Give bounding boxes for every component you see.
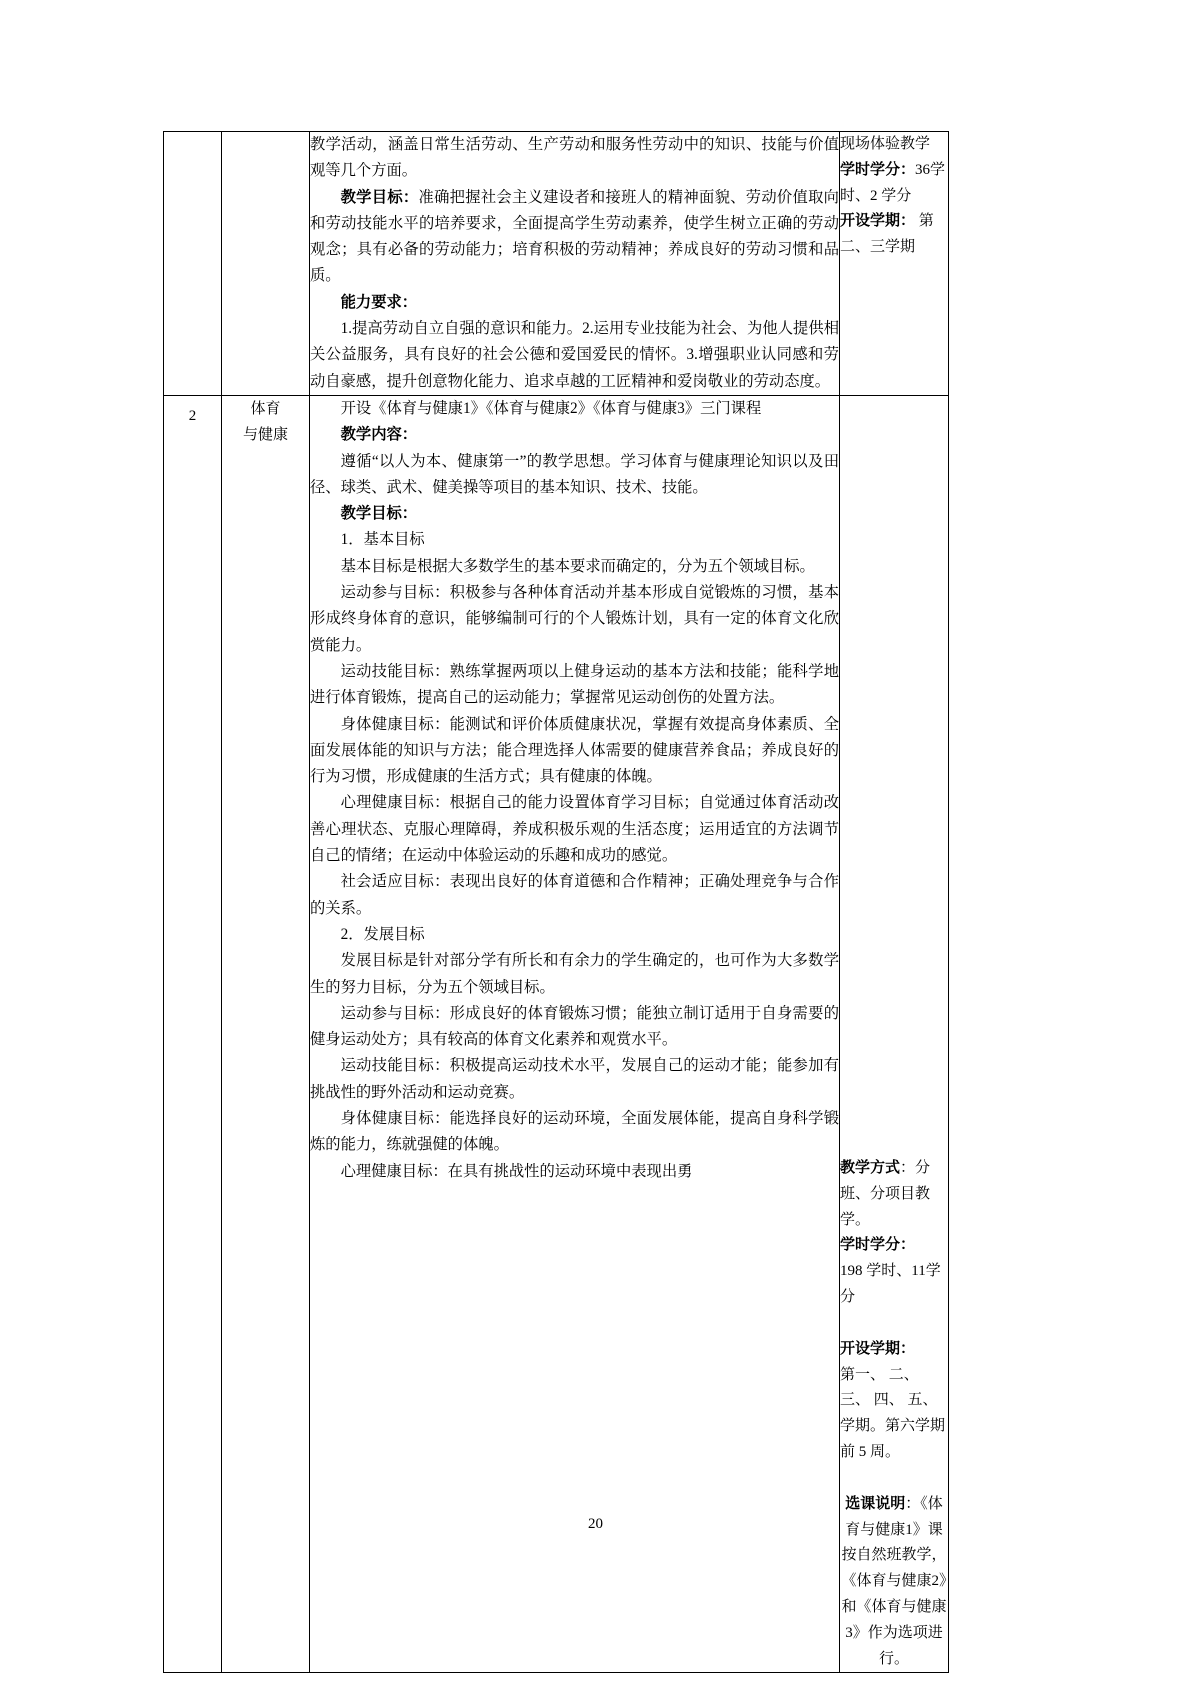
row-name-cell: [222, 395, 310, 1672]
body-paragraph: [310, 422, 839, 448]
side-label-term: 开设学期：: [840, 213, 916, 230]
side-text-mode: 现场体验教学: [840, 136, 931, 152]
side-credits: [840, 1233, 948, 1259]
row-index-cell: [164, 395, 222, 1672]
side-term-value: 第一、 二、 三、 四、 五、学期。第六学期前 5 周。: [840, 1366, 946, 1460]
row-body-cell: [310, 132, 840, 396]
table-row: [164, 132, 949, 396]
side-term: [840, 1337, 948, 1363]
body-paragraph: 身体健康目标：能选择良好的运动环境，全面发展体能，提高自身科学锻炼的能力，练就强健的体魄。: [310, 1109, 839, 1154]
side-label-teaching-mode: 教学方式: [840, 1159, 901, 1176]
row-index-value: 2: [188, 407, 197, 424]
side-teaching-mode: [840, 1156, 948, 1233]
side-credits-value: 198 学时、11学分: [840, 1263, 941, 1305]
body-label-ability-requirement: 能力要求：: [340, 293, 418, 311]
body-paragraph: 发展目标是针对部分学有所长和有余力的学生确定的，也可作为大多数学生的努力目标，分为五个领域目标。: [310, 952, 839, 996]
body-paragraph: 遵循“以人为本、健康第一”的教学思想。学习体育与健康理论知识以及田径、球类、武术、健美操等项目的基本知识、技术、技能。: [310, 452, 839, 496]
body-label-teaching-goal: 教学目标：: [340, 505, 418, 523]
curriculum-table: [163, 131, 949, 1673]
side-gap: [840, 1311, 948, 1337]
side-label-credits: 学时学分：: [840, 1237, 916, 1254]
body-label-teaching-goal: 教学目标：: [340, 188, 419, 206]
body-paragraph: 运动技能目标：积极提高运动技术水平，发展自己的运动才能；能参加有挑战性的野外活动和运动竞赛。: [310, 1057, 839, 1101]
body-paragraph: 基本目标是根据大多数学生的基本要求而确定的，分为五个领域目标。: [340, 557, 815, 575]
page-number: 20: [588, 1516, 603, 1532]
body-paragraph: 身体健康目标：能测试和评价体质健康状况，掌握有效提高身体素质、全面发展体能的知识与方法；能合理选择人体需要的健康营养食品；养成良好的行为习惯，形成健康的生活方式；具有健康的体魄。: [310, 715, 839, 786]
body-paragraph: 运动技能目标：熟练掌握两项以上健身运动的基本方法和技能；能科学地进行体育锻炼，提高自己的运动能力；掌握常见运动创伤的处置方法。: [310, 662, 839, 707]
side-term: [840, 209, 948, 261]
side-credits: [840, 158, 948, 210]
body-paragraph: 心理健康目标：根据自己的能力设置体育学习目标；自觉通过体育活动改善心理状态、克服心理障碍，养成积极乐观的生活态度；运用适宜的方法调节自己的情绪；在运动中体验运动的乐趣和成功的感觉。: [310, 794, 839, 865]
side-label-course-note: 选课说明: [845, 1495, 906, 1512]
body-paragraph: [310, 185, 839, 290]
side-term-value: 第二、三学期: [840, 213, 934, 256]
row-side-cell: [840, 395, 949, 1672]
side-teaching-mode-value: ：分班、分项目教学。: [840, 1159, 931, 1228]
side-gap: [840, 1466, 948, 1492]
body-paragraph: 1．基本目标: [340, 531, 425, 549]
body-paragraph: 1.提高劳动自立自强的意识和能力。2.运用专业技能为社会、为他人提供相关公益服务，具有良好的社会公德和爱国爱民的情怀。3.增强职业认同感和劳动自豪感，提升创意物化能力、追求卓越的工匠精神和爱岗敬业的劳动态度。: [310, 320, 839, 390]
row-index-cell: [164, 132, 222, 396]
side-label-term: 开设学期：: [840, 1340, 916, 1357]
side-course-note-value: ：《体育与健康1》课按自然班教学，《体育与健康2》和《体育与健康3》作为选项进行。: [841, 1495, 947, 1667]
body-paragraph: [310, 290, 839, 316]
body-paragraph: 运动参与目标：积极参与各种体育活动并基本形成自觉锻炼的习惯，基本形成终身体育的意识，能够编制可行的个人锻炼计划，具有一定的体育文化欣赏能力。: [310, 584, 839, 654]
side-credits-value: 36学时、2 学分: [840, 161, 946, 204]
side-spacer: [840, 396, 948, 1156]
body-label-teaching-content: 教学内容：: [340, 426, 418, 444]
table-row: [164, 395, 949, 1672]
side-label-credits: 学时学分：: [840, 161, 916, 178]
body-paragraph: 开设《体育与健康1》《体育与健康2》《体育与健康3》三门课程: [340, 399, 762, 417]
body-paragraph: [310, 501, 839, 527]
body-paragraph-text: 准确把握社会主义建设者和接班人的精神面貌、劳动价值取向和劳动技能水平的培养要求，全面提高学生劳动素养，使学生树立正确的劳动观念；具有必备的劳动能力；培育积极的劳动精神；养成良好的劳动习惯和品质。: [310, 188, 839, 285]
row-name-value: 体育 与健康: [242, 400, 288, 444]
body-paragraph: 社会适应目标：表现出良好的体育道德和合作精神；正确处理竞争与合作的关系。: [310, 873, 839, 917]
body-paragraph: 运动参与目标：形成良好的体育锻炼习惯；能独立制订适用于自身需要的健身运动处方；具有较高的体育文化素养和观赏水平。: [310, 1004, 839, 1049]
body-paragraph: 2．发展目标: [340, 925, 425, 943]
row-side-cell: [840, 132, 949, 396]
body-paragraph: 教学活动，涵盖日常生活劳动、生产劳动和服务性劳动中的知识、技能与价值观等几个方面。: [310, 136, 839, 180]
row-name-cell: [222, 132, 310, 396]
row-body-cell: [310, 395, 840, 1672]
body-paragraph: 心理健康目标：在具有挑战性的运动环境中表现出勇: [340, 1162, 693, 1180]
